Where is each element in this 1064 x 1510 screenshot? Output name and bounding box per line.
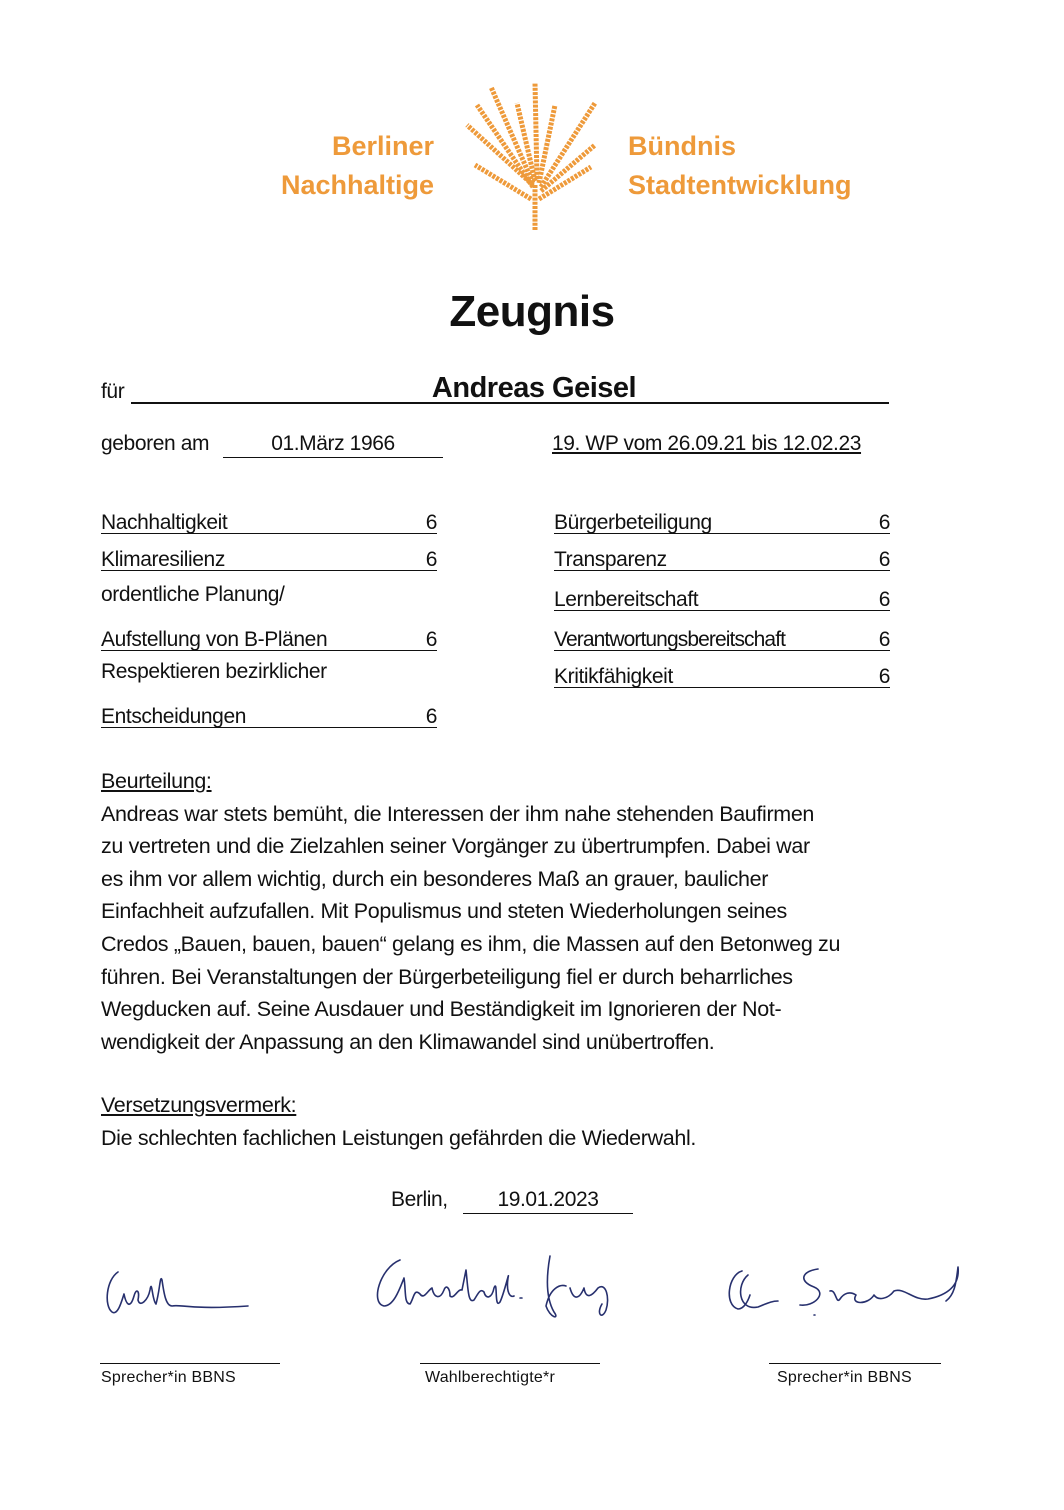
grade-value: 6 <box>425 511 437 534</box>
logo-text-left <box>272 127 434 205</box>
logo-tree-icon <box>455 75 615 235</box>
assessment-line: Wegducken auf. Seine Ausdauer und Beständigkeit im Ignorieren der Not- <box>101 997 782 1022</box>
grade-row <box>101 505 437 534</box>
grade-label: Transparenz <box>554 548 667 571</box>
grade-row <box>554 659 890 688</box>
grade-row <box>101 622 437 651</box>
grade-row <box>554 542 890 571</box>
grade-label: Nachhaltigkeit <box>101 511 228 534</box>
grade-value: 6 <box>878 628 890 651</box>
logo-word: Berliner <box>331 131 434 161</box>
assessment-line: es ihm vor allem wichtig, durch ein besonderes Maß an grauer, baulicher <box>101 866 769 891</box>
signature-label: Sprecher*in BBNS <box>777 1369 912 1386</box>
date: 19.01.2023 <box>463 1188 633 1214</box>
grade-value: 6 <box>425 705 437 728</box>
logo-tree-branch <box>535 83 537 179</box>
assessment-line: zu vertreten und die Zielzahlen seiner Vorgänger zu übertrumpfen. Dabei war <box>101 834 810 859</box>
grade-value: 6 <box>425 628 437 651</box>
signature-line <box>100 1363 280 1364</box>
transfer-heading: Versetzungsvermerk: <box>101 1093 297 1117</box>
logo-word: Bündnis <box>628 131 736 161</box>
signature-1-icon <box>100 1260 260 1320</box>
grade-label: Entscheidungen <box>101 705 247 728</box>
birth-date: 01.März 1966 <box>223 432 443 458</box>
grade-label-prefix: Respektieren bezirklicher <box>101 660 327 683</box>
grade-value: 6 <box>878 511 890 534</box>
grade-row <box>101 542 437 571</box>
assessment-heading: Beurteilung: <box>101 769 212 793</box>
assessment-line: wendigkeit der Anpassung an den Klimawandel sind unübertroffen. <box>101 1029 715 1054</box>
transfer-text: Die schlechten fachlichen Leistungen gefährden die Wiederwahl. <box>101 1125 697 1150</box>
signature-line <box>769 1363 941 1364</box>
grade-row <box>101 699 437 728</box>
transfer-section <box>101 1089 696 1154</box>
assessment-line: Einfachheit aufzufallen. Mit Populismus und steten Wiederholungen seines <box>101 899 787 924</box>
place: Berlin, <box>391 1188 448 1211</box>
assessment-section <box>101 765 840 1058</box>
grade-label: Kritikfähigkeit <box>554 665 673 688</box>
grade-row <box>554 582 890 611</box>
grade-label: Aufstellung von B-Plänen <box>101 628 328 651</box>
birth-label: geboren am <box>101 432 210 455</box>
recipient-prefix: für <box>101 380 125 403</box>
grade-label-prefix: ordentliche Planung/ <box>101 583 285 606</box>
signature-line <box>420 1363 600 1364</box>
grade-label: Klimaresilienz <box>101 548 225 571</box>
assessment-line: führen. Bei Veranstaltungen der Bürgerbeteiligung fiel er durch beharrliches <box>101 964 793 989</box>
grade-row <box>554 505 890 534</box>
grade-value: 6 <box>878 548 890 571</box>
logo-word: Nachhaltige <box>280 170 434 200</box>
logo-word: Stadtentwicklung <box>628 170 852 200</box>
grade-row <box>554 622 890 651</box>
grade-label: Verantwortungsbereitschaft <box>554 628 786 651</box>
document-title: Zeugnis <box>449 287 615 336</box>
logo-tree-branch <box>475 165 531 199</box>
logo-text-right <box>628 127 852 205</box>
grade-value: 6 <box>425 548 437 571</box>
signature-label: Sprecher*in BBNS <box>101 1369 236 1386</box>
signature-3-icon <box>718 1255 968 1325</box>
signature-label: Wahlberechtigte*r <box>425 1369 555 1386</box>
assessment-line: Andreas war stets bemüht, die Interessen der ihm nahe stehenden Baufirmen <box>101 801 815 826</box>
grade-value: 6 <box>878 588 890 611</box>
grade-label: Lernbereitschaft <box>554 588 699 611</box>
grade-label: Bürgerbeteiligung <box>554 511 712 534</box>
recipient-name: Andreas Geisel <box>431 372 637 404</box>
grade-value: 6 <box>878 665 890 688</box>
assessment-line: Credos „Bauen, bauen, bauen“ gelang es ihm, die Massen auf den Betonweg zu <box>101 931 841 956</box>
legislative-period: 19. WP vom 26.09.21 bis 12.02.23 <box>552 432 862 455</box>
signature-2-icon <box>370 1248 630 1328</box>
